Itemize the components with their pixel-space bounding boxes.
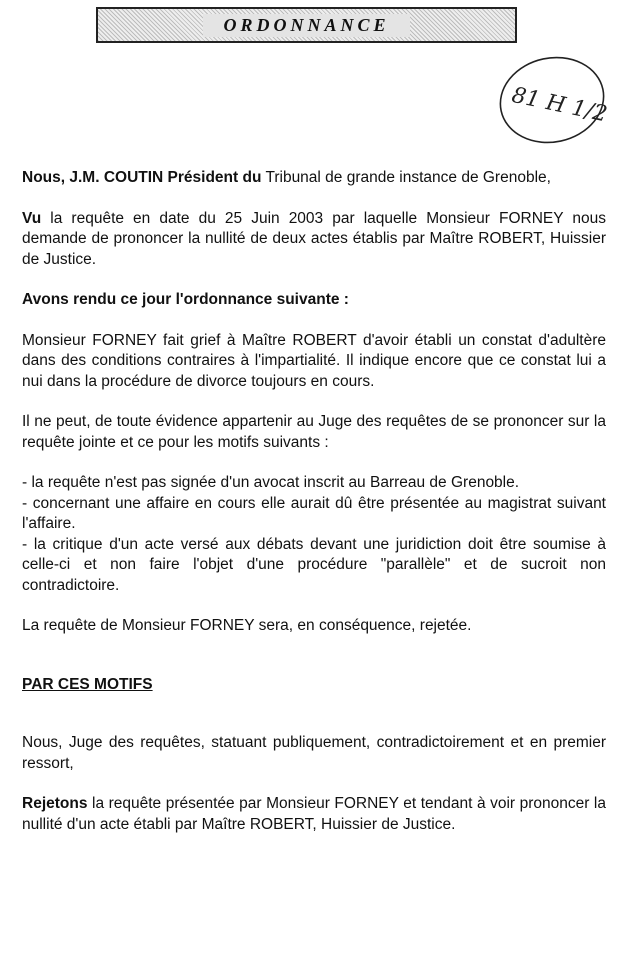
handwritten-annotation bbox=[494, 52, 610, 148]
handwritten-note: 81 H 1/2 bbox=[509, 82, 610, 128]
list-item: - la requête n'est pas signée d'un avocat inscrit au Barreau de Grenoble. bbox=[22, 474, 520, 491]
intro-paragraph: Nous, J.M. COUTIN Président du Tribunal de grande instance de Grenoble, bbox=[22, 169, 551, 186]
rejetons-paragraph: Rejetons la requête présentée par Monsieur FORNEY et tendant à voir prononcer la nullité d'un acte établi par Maître ROBERT, Huissier de Justice. bbox=[22, 795, 606, 833]
motifs-list bbox=[22, 473, 606, 596]
statuant-paragraph: Nous, Juge des requêtes, statuant publiquement, contradictoirement et en premier ressort, bbox=[22, 734, 606, 772]
rejet-paragraph: La requête de Monsieur FORNEY sera, en conséquence, rejetée. bbox=[22, 617, 472, 634]
title-banner bbox=[96, 7, 517, 43]
vu-paragraph: Vu la requête en date du 25 Juin 2003 par laquelle Monsieur FORNEY nous demande de prononcer la nullité de deux actes établis par Maître ROBERT, Huissier de Justice. bbox=[22, 209, 606, 268]
avons-rendu-paragraph: Avons rendu ce jour l'ordonnance suivante : bbox=[22, 291, 349, 308]
document-body bbox=[22, 168, 606, 855]
competence-paragraph: Il ne peut, de toute évidence appartenir au Juge des requêtes de se prononcer sur la requête jointe et ce pour les motifs suivants : bbox=[22, 413, 606, 451]
grief-paragraph: Monsieur FORNEY fait grief à Maître ROBERT d'avoir établi un constat d'adultère dans des conditions contraires à l'impartialité. Il indique encore que ce constat lui a nui dans la procédure de divorce toujours en cours. bbox=[22, 331, 606, 390]
document-title: ORDONNANCE bbox=[203, 14, 409, 37]
section-heading: PAR CES MOTIFS bbox=[22, 675, 153, 693]
list-item: - concernant une affaire en cours elle aurait dû être présentée au magistrat suivant l'affaire. bbox=[22, 494, 606, 532]
list-item: - la critique d'un acte versé aux débats devant une juridiction doit être soumise à celle-ci et non faire l'objet d'une procédure "parallèle" et de sucroit non contradictoire. bbox=[22, 535, 606, 594]
